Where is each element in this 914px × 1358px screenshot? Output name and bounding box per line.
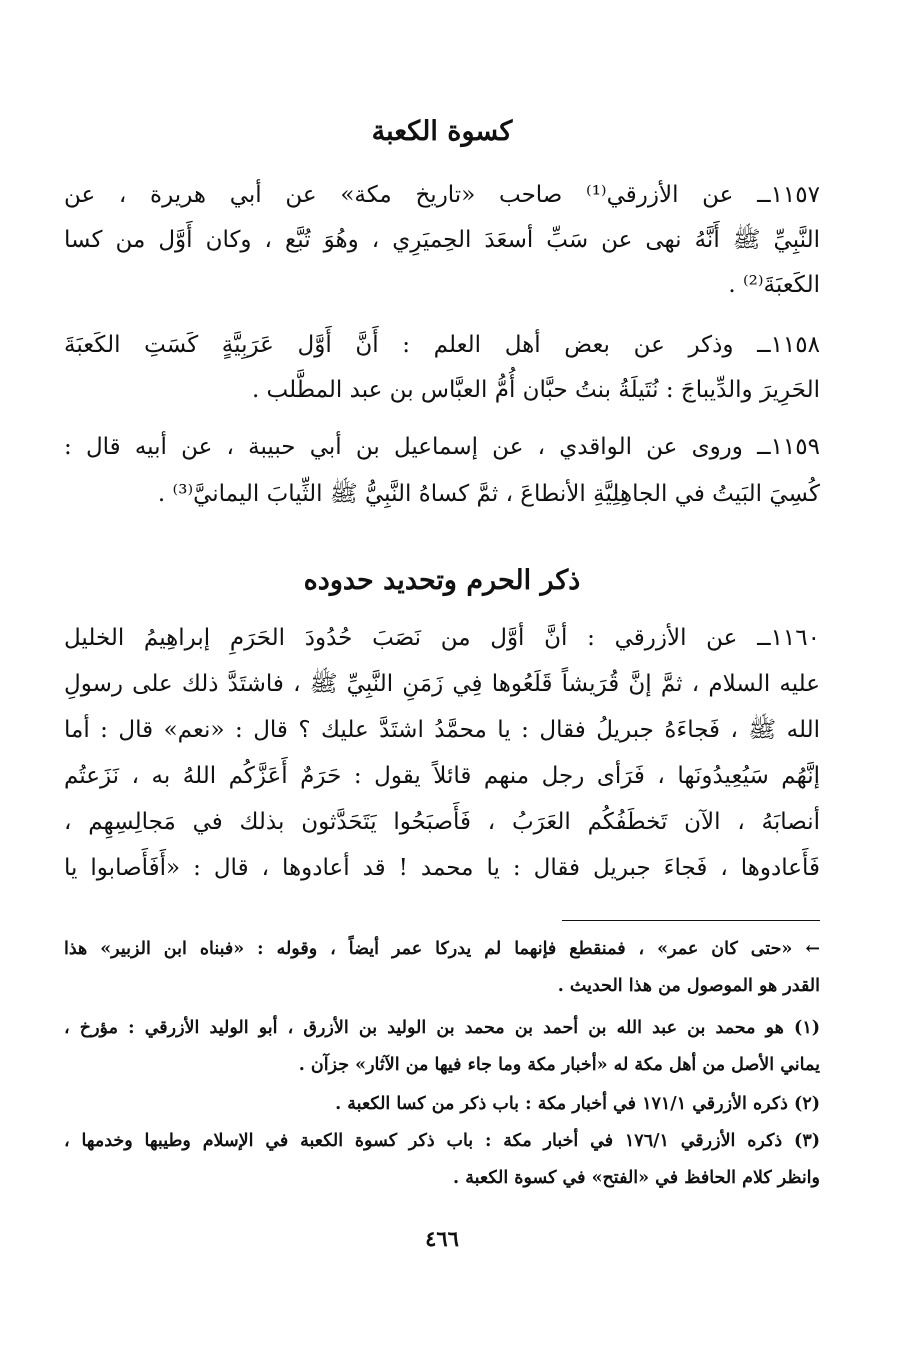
book-page — [64, 0, 820, 1358]
text-line: الكَعبَةَ⁽²⁾ . — [728, 272, 820, 298]
section-heading-haram: ذكر الحرم وتحديد حدوده — [303, 565, 581, 596]
footnote-separator — [562, 920, 820, 921]
text-line: عليه السلام ، ثمَّ إنَّ قُرَيشاً قَلَعُوها فِي زَمَنِ النَّبِيِّ ﷺ ، فاشتَدَّ ذلك على رسولِ — [64, 671, 820, 697]
footnote-2: (٢) ذكره الأزرقي ١٧١/١ في أخبار مكة : باب ذكر من كسا الكعبة . — [335, 1094, 820, 1114]
page-number: ٤٦٦ — [425, 1226, 459, 1251]
text-line: كُسِيَ البَيتُ في الجاهِلِيَّةِ الأنطاعَ ، ثمَّ كساهُ النَّبِيُّ ﷺ الثِّيابَ اليمانيَّ⁽³⁾ . — [157, 481, 820, 507]
text-line: ١١٥٨ــ وذكر عن بعض أهل العلم : أَنَّ أَوَّل عَرَبِيَّةٍ كَسَتِ الكَعبَةَ — [64, 332, 820, 358]
footnote-line: يماني الأصل من أهل مكة له «أخبار مكة وما جاء فيها من الآثار» جزآن . — [298, 1055, 820, 1075]
text-line: ١١٥٩ــ وروى عن الواقدي ، عن إسماعيل بن أبي حبيبة ، عن أبيه قال : — [64, 434, 820, 460]
footnote-3: (٣) ذكره الأزرقي ١٧٦/١ في أخبار مكة : باب ذكر كسوة الكعبة في الإسلام وطيبها وخدمها ، — [64, 1131, 820, 1151]
section-heading-kiswa: كسوة الكعبة — [371, 116, 513, 147]
footnote-line: القدر هو الموصول من هذا الحديث . — [557, 976, 820, 996]
text-line: الحَرِيرَ والدِّيباجَ : نُتَيلَةُ بنتُ حبَّان أُمُّ العبَّاس بن عبد المطَّلب . — [251, 377, 820, 403]
text-line: النَّبِيِّ ﷺ أَنَّهُ نهى عن سَبِّ أسعَدَ الحِميَرِي ، وهُوَ تُبَّع ، وكان أَوَّل من كسا — [64, 227, 820, 253]
footnote-1: (١) هو محمد بن عبد الله بن أحمد بن محمد بن الوليد بن الأزرق ، أبو الوليد الأزرقي : مؤرخ ، — [64, 1018, 821, 1038]
footnote-line: وانظر كلام الحافظ في «الفتح» في كسوة الكعبة . — [453, 1168, 820, 1188]
text-line: إنَّهُم سَيُعِيدُونَها ، فَرَأى رجل منهم قائلاً يقول : حَرَمٌ أَعَزَّكُم اللهُ به ، نَزَعتُم — [64, 763, 820, 789]
text-line: ١١٥٧ــ عن الأزرقي⁽¹⁾ صاحب «تاريخ مكة» عن أبي هريرة ، عن — [64, 182, 820, 208]
text-line: فَأَعادوها ، فَجاءَ جبريل فقال : يا محمد ! قد أعادوها ، قال : «أَفَأَصابوا يا — [64, 855, 820, 881]
text-line: الله ﷺ ، فَجاءَهُ جبريلُ فقال : يا محمَّدُ اشتَدَّ عليك ؟ قال : «نعم» قال : أما — [64, 717, 820, 743]
footnote-line: ← «حتى كان عمر» ، فمنقطع فإنهما لم يدركا عمر أيضاً ، وقوله : «فبناه ابن الزبير» هذا — [64, 939, 820, 959]
text-line: ١١٦٠ــ عن الأزرقي : أنَّ أوَّل من نَصَبَ حُدُودَ الحَرَمِ إبراهِيمُ الخليل — [64, 625, 820, 651]
text-line: أنصابَهُ ، الآن تَخطَفُكُم العَرَبُ ، فَأَصبَحُوا يَتَحَدَّثون بذلك في مَجالِسِهِم ، — [64, 809, 820, 835]
